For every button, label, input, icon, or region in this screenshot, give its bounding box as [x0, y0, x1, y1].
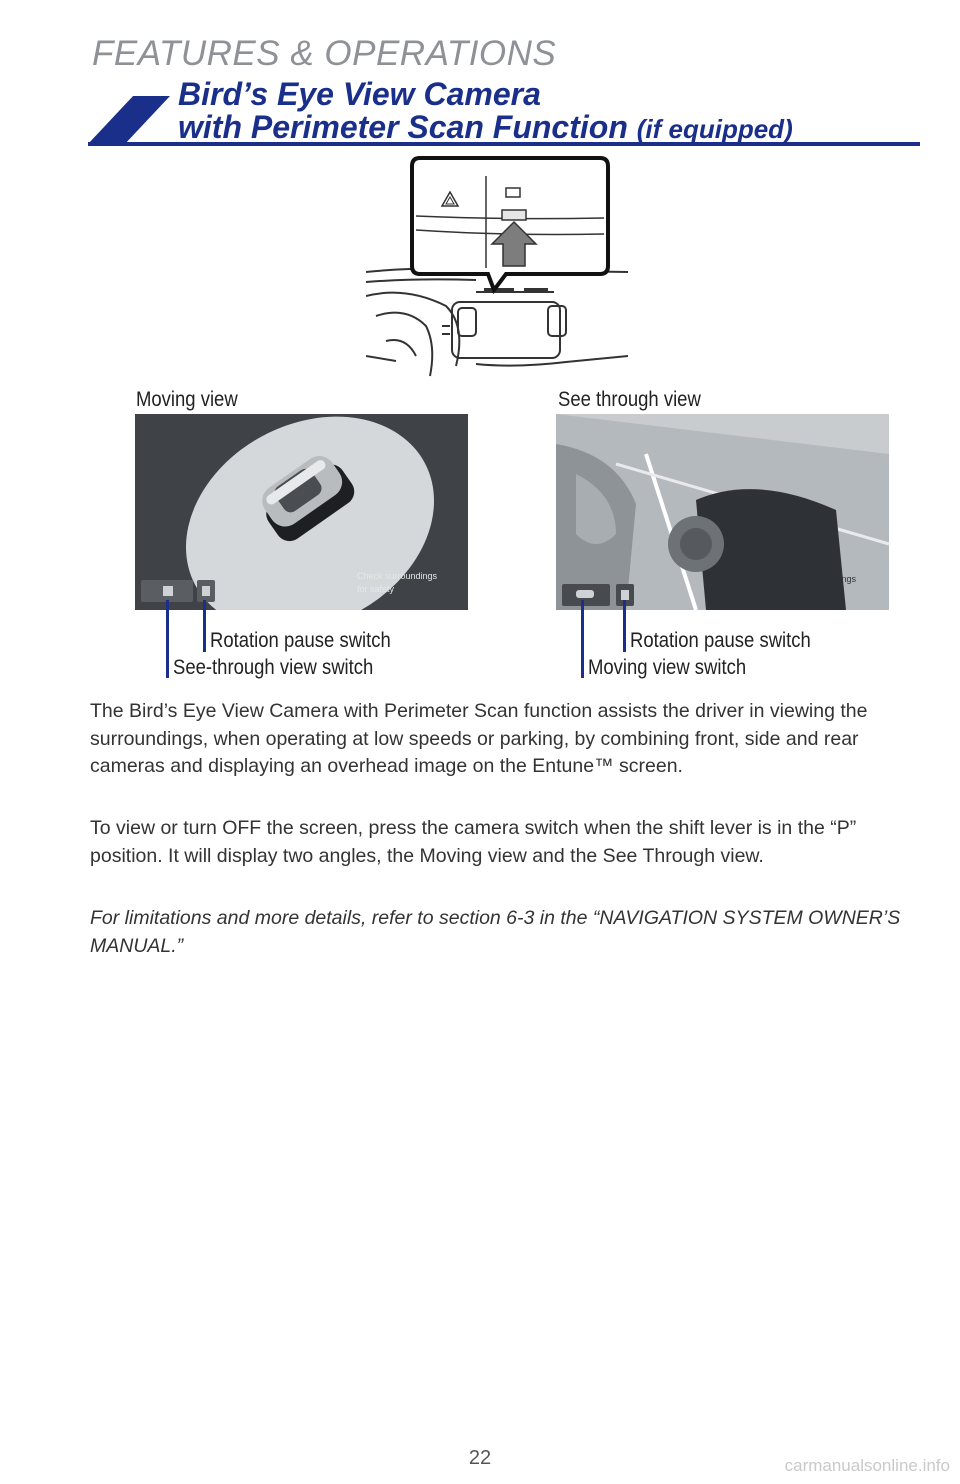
see-through-screen-text-1: Check surroundings: [776, 574, 857, 584]
paragraph-description: The Bird’s Eye View Camera with Perimeter Scan function assists the driver in viewing the surroundings, when operating at low speeds or parking, by combining front, side and rear cameras and displaying an overhead image on the Entune™ screen.: [90, 700, 868, 777]
see-through-rotation-pause-label: Rotation pause switch: [630, 629, 811, 652]
see-through-screen-text-2: for safety: [776, 587, 814, 597]
moving-screen-text-2: for safety: [357, 584, 395, 594]
dashboard-illustration: [366, 156, 628, 378]
section-title: FEATURES & OPERATIONS: [92, 34, 557, 73]
moving-view-label: Moving view: [136, 388, 238, 411]
see-through-switch-icon: [163, 586, 173, 596]
heading-line-2-text: with Perimeter Scan Function: [178, 109, 628, 145]
moving-view-image: [135, 414, 468, 610]
title-tab-accent: [88, 96, 170, 144]
moving-view-switch-callout-line: [581, 600, 584, 678]
heading-line-2: [178, 111, 793, 146]
paragraph-instructions: To view or turn OFF the screen, press the camera switch when the shift lever is in the “P” position. It will display two angles, the Moving view and the See Through view.: [90, 817, 857, 867]
moving-screen-text-1: Check surroundings: [357, 571, 438, 581]
heading-line-1: Bird’s Eye View Camera: [178, 76, 541, 112]
rotation-pause-callout-line-1: [203, 600, 206, 652]
rotation-pause-callout-line-2: [623, 600, 626, 652]
moving-rotation-pause-label: Rotation pause switch: [210, 629, 391, 652]
watermark: carmanualsonline.info: [784, 1456, 950, 1475]
rotation-pause-icon: [202, 586, 210, 596]
moving-view-screen: [135, 414, 468, 610]
page-number: 22: [468, 1447, 492, 1469]
moving-view-switch-icon: [576, 590, 594, 598]
see-through-switch-callout-line: [166, 600, 169, 678]
see-through-view-image: [556, 414, 889, 610]
camera-switch: [502, 210, 526, 220]
moving-view-switch-label: Moving view switch: [588, 656, 747, 679]
heading-qualifier: (if equipped): [636, 114, 793, 144]
see-through-view-screen: [556, 414, 889, 610]
see-through-view-label: See through view: [558, 388, 701, 411]
page-heading: [178, 78, 793, 146]
callout-bubble: [412, 158, 608, 290]
see-through-switch-label: See-through view switch: [173, 656, 374, 679]
rotation-pause-icon-2: [621, 590, 629, 600]
paragraph-reference: For limitations and more details, refer to section 6-3 in the “NAVIGATION SYSTEM OWNER’S MANUAL.”: [90, 907, 901, 957]
